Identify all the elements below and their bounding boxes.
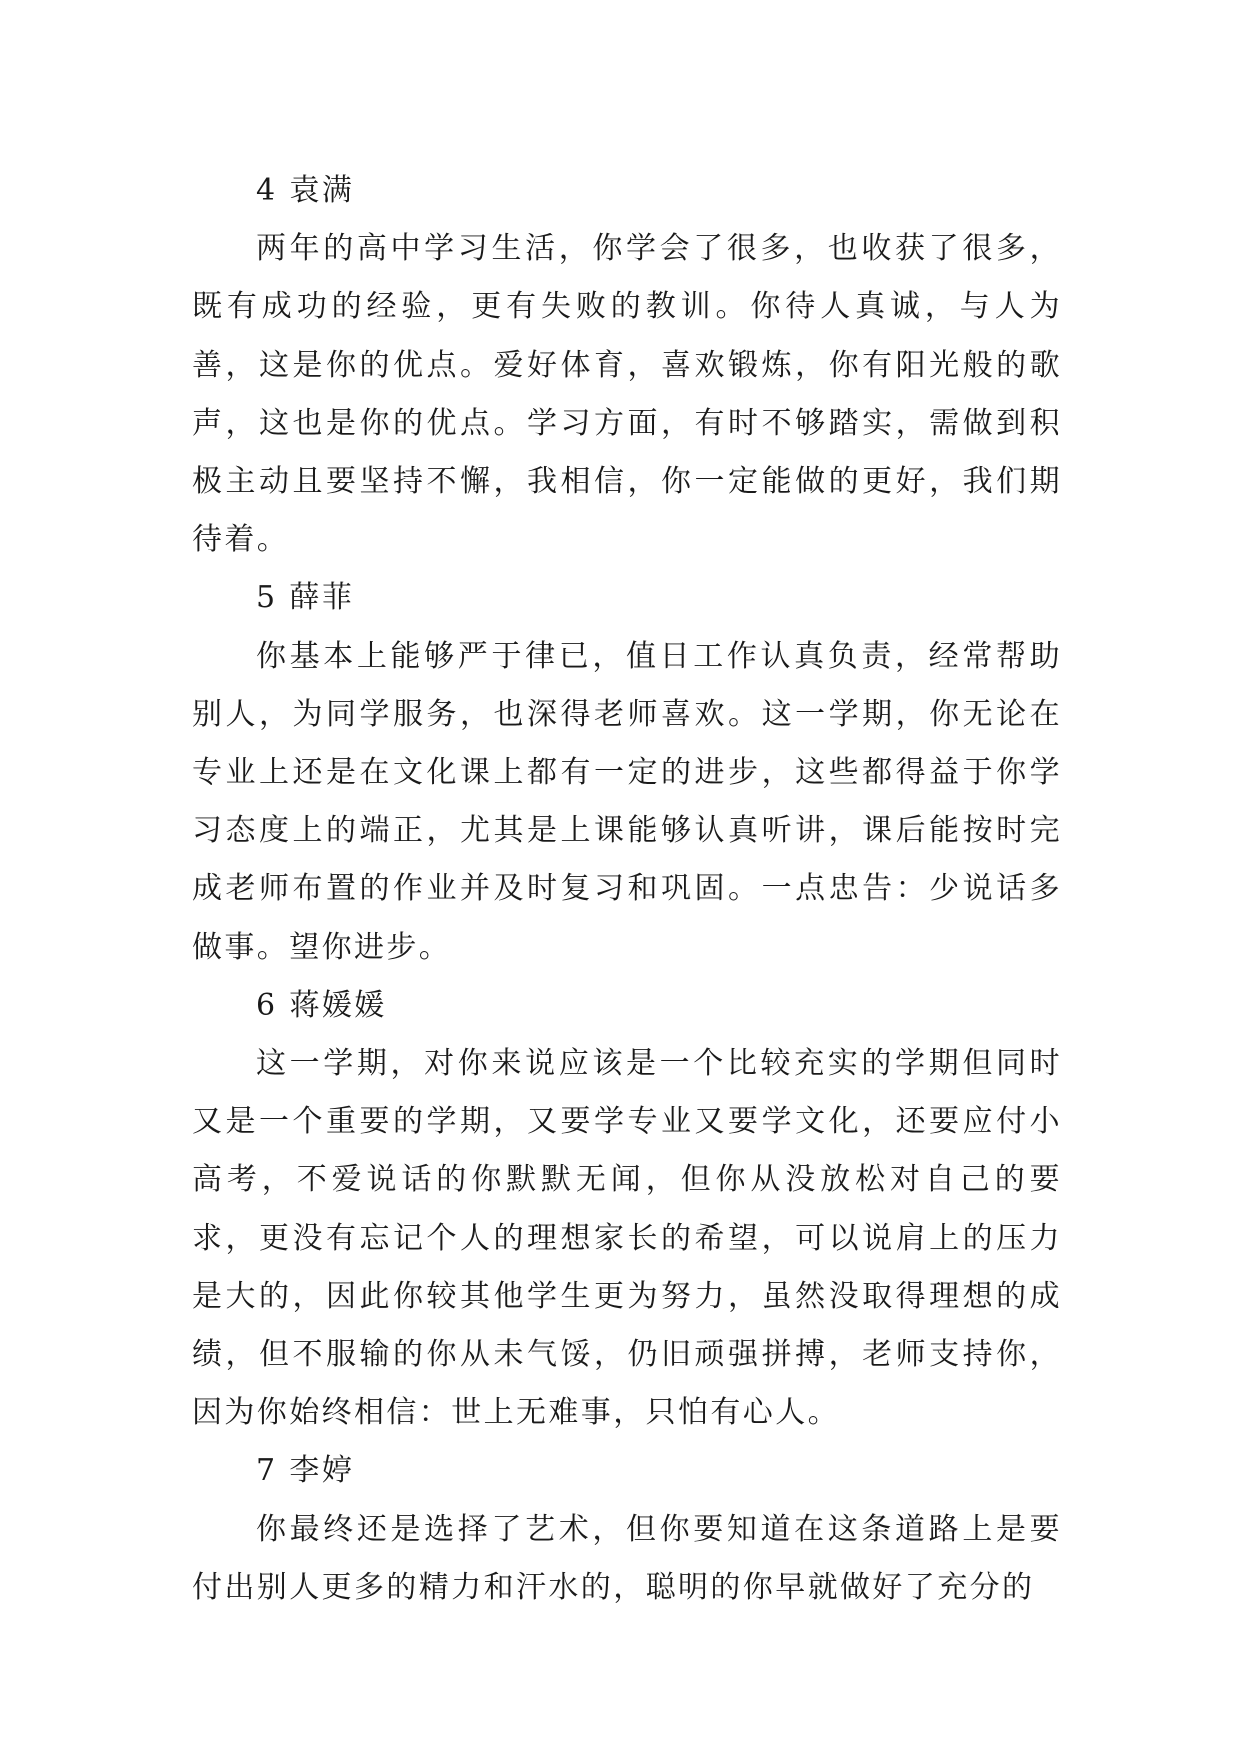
entry-heading: 7 李婷	[256, 1453, 355, 1489]
entry-paragraph: 你基本上能够严于律已，值日工作认真负责，经常帮助别人，为同学服务，也深得老师喜欢。这一学期，你无论在专业上还是在文化课上都有一定的进步，这些都得益于你学习态度上的端正，尤其是上课能够认真听讲，课后能按时完成老师布置的作业并及时复习和巩固。一点忠告：少说话多做事。望你进步。	[192, 638, 1062, 965]
entry-paragraph: 两年的高中学习生活，你学会了很多，也收获了很多，既有成功的经验，更有失败的教训。你待人真诚，与人为善，这是你的优点。爱好体育，喜欢锻炼，你有阳光般的歌声，这也是你的优点。学习方面，有时不够踏实，需做到积极主动且要坚持不懈，我相信，你一定能做的更好，我们期待着。	[192, 231, 1062, 558]
entry-heading: 4 袁满	[256, 173, 355, 208]
comment-entry-5	[192, 569, 1062, 976]
comment-entry-6	[192, 977, 1062, 1443]
comment-entry-7	[192, 1442, 1062, 1617]
comment-entry-4	[192, 162, 1062, 569]
entry-paragraph: 这一学期，对你来说应该是一个比较充实的学期但同时又是一个重要的学期，又要学专业又要学文化，还要应付小高考，不爱说话的你默默无闻，但你从没放松对自己的要求，更没有忘记个人的理想家长的希望，可以说肩上的压力是大的，因此你较其他学生更为努力，虽然没取得理想的成绩，但不服输的你从未气馁，仍旧顽强拼搏，老师支持你，因为你始终相信：世上无难事，只怕有心人。	[192, 1046, 1062, 1431]
document-page	[192, 162, 1062, 1617]
entry-paragraph: 你最终还是选择了艺术，但你要知道在这条道路上是要付出别人更多的精力和汗水的，聪明的你早就做好了充分的	[192, 1511, 1062, 1605]
entry-heading: 6 蒋媛媛	[256, 987, 387, 1023]
entry-heading: 5 薛菲	[256, 580, 355, 616]
